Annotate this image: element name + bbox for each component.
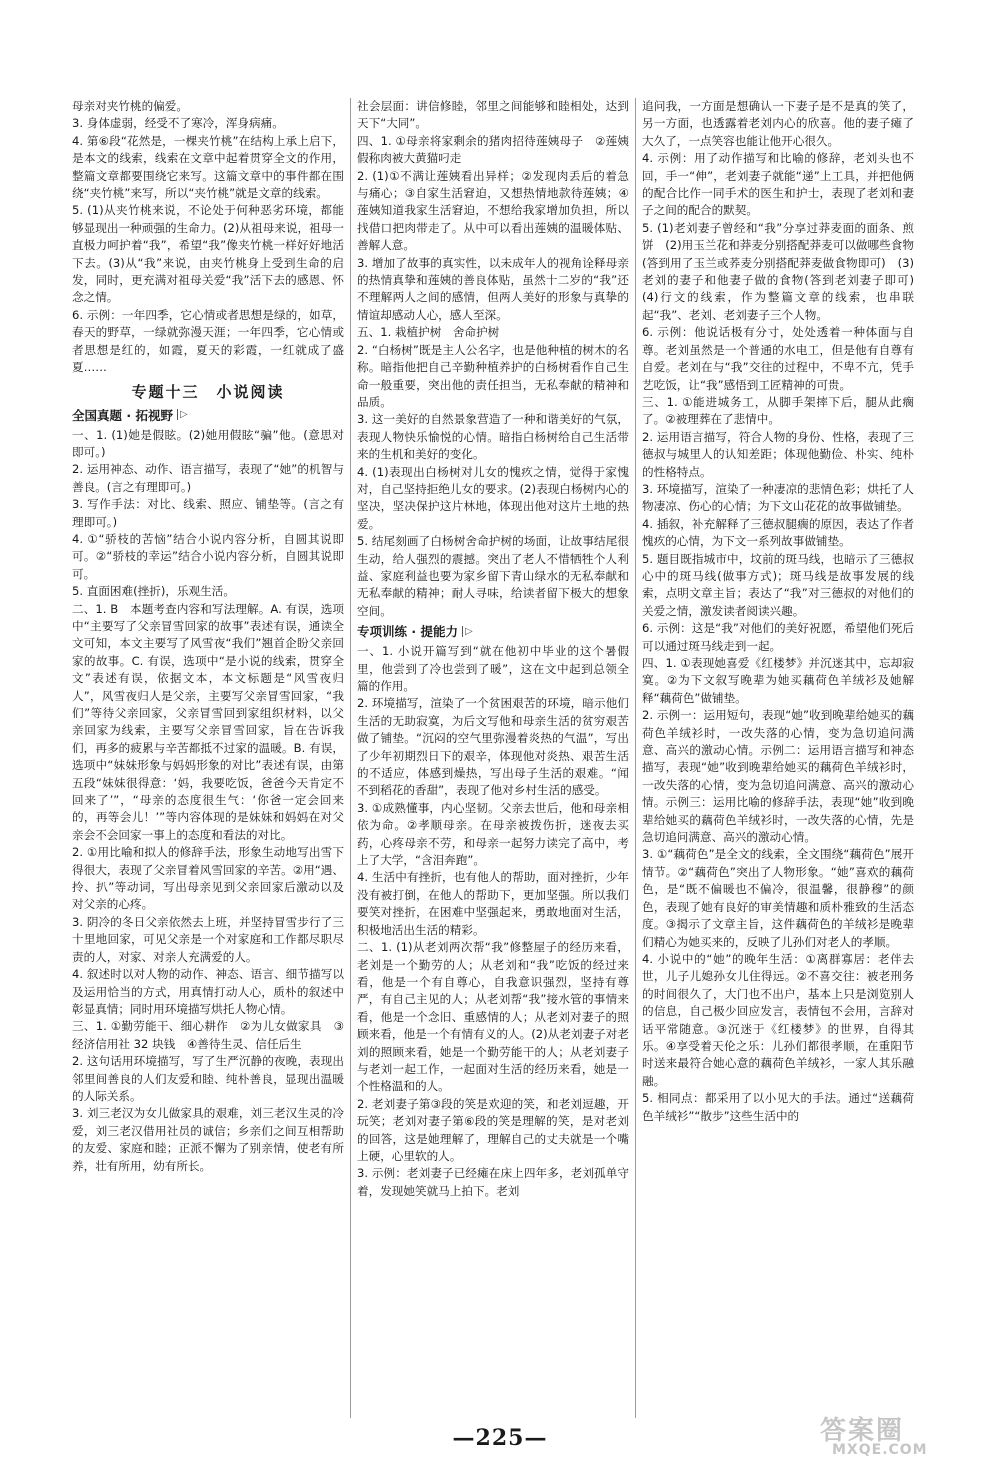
page-number: —225—: [452, 1425, 548, 1451]
topic-title: 专题十三 小说阅读: [131, 382, 285, 401]
column-divider: [635, 98, 636, 1418]
answer-paragraph: 2. 环境描写，渲染了一个贫困艰苦的环境，暗示他们生活的无助寂寞，为后文写他和母亲生活的贫穷艰苦做了铺垫。“沉闷的空气里弥漫着炎热的气温”，写出了少年初期烈日下的艰辛，体现他对炎热、艰苦生活的不适应，体感到燥热，写出母子生活的艰难。“闻不到稻花的香甜”，表现了他对乡村生活的感受。: [357, 696, 629, 798]
section-heading: [72, 406, 344, 424]
answer-paragraph: 5. 题目既指城市中，坟前的斑马线，也暗示了三德叔心中的斑马线(做事方式)；斑马线是故事发展的线索，点明文章主旨；表达了“我”对三德叔的对他们的关爱之情，激发读者阅读兴趣。: [642, 551, 914, 618]
answer-paragraph: 追问我，一方面是想确认一下妻子是不是真的笑了，另一方面，也透露着老刘内心的欣喜。他的妻子瘫了大久了，一点笑容也能让他开心很久。: [642, 99, 914, 148]
answer-paragraph: 5. 结尾刻画了白杨树舍命护树的场面，让故事结尾很生动，给人强烈的震撼。突出了老人不惜牺牲个人利益、家庭利益也要为家乡留下青山绿水的无私奉献和无私奉献的精神；耐人寻味，给读者留下极大的想象空间。: [357, 534, 629, 618]
answer-paragraph: 6. 示例：这是“我”对他们的美好祝愿，希望他们死后可以通过斑马线走到一起。: [642, 621, 914, 653]
answer-paragraph: 一、1. 小说开篇写到“就在他初中毕业的这个暑假里，他尝到了冷也尝到了暖”，这在文中起到总领全篇的作用。: [357, 644, 629, 693]
answer-paragraph: 4. 叙述时以对人物的动作、神态、语言、细节描写以及运用恰当的方式，用真情打动人心，质朴的叙述中彰显真情；同时用环境描写烘托人物心情。: [72, 967, 344, 1016]
answer-paragraph: 2. 这句话用环境描写，写了生严沉静的夜晚，表现出邻里间善良的人们友爱和睦、纯朴善良，显现出温暖的人际关系。: [72, 1054, 344, 1103]
answer-paragraph: 5. 相同点：都采用了以小见大的手法。通过“送藕荷色羊绒衫”“散步”这些生活中的: [642, 1091, 914, 1123]
column-middle: [357, 98, 629, 1418]
answer-paragraph: 6. 示例：一年四季，它心情或者思想是绿的，如草，春天的野草，一绿就弥漫天涯；一年四季，它心情或者思想是红的，如霞，夏天的彩霞，一红就成了盛夏……: [72, 307, 344, 375]
answer-paragraph: 3. 这一美好的自然景象营造了一种和谐美好的气氛，表现人物快乐愉悦的心情。暗指白杨树给自己生活带来的生机和美好的变化。: [357, 412, 629, 462]
answer-paragraph: 五、1. 栽植护树 舍命护树: [357, 325, 500, 340]
answer-paragraph: 二、1. (1)从老刘两次帮“我”修整屋子的经历来看，老刘是一个勤劳的人；从老刘和“我”吃饭的经过来看，他是一个有自尊心，自我意识强烈，坚持有尊严，有自己主见的人；从老刘帮“我”接水管的事情来看，他是一个念旧、重感情的人；从老刘对妻子的照顾来看，他是一个有情有义的人。(2)从老刘妻子对老刘的照顾来看，她是一个勤劳能干的人；从老刘妻子与老刘一起工作，一起面对生活的经历来看，她是一个性格温和的人。: [357, 940, 629, 1094]
answer-paragraph: 4. 小说中的“她”的晚年生活：①离群寡居：老伴去世，儿子儿媳孙女儿住得远。②不喜交往：被老刑务的时间很久了，大门也不出户，基本上只是浏览别人的信息，自己极少回应发言，表情包不会用，言辞对话平常随意。③沉迷于《红楼梦》的世界，自得其乐。④享受着天伦之乐：儿孙们都很孝顺，在重阳节时送来最符合她心意的藕荷色羊绒衫，一家人其乐融融。: [642, 951, 914, 1088]
section-heading-label: 专项训练 · 提能力: [357, 624, 458, 640]
answer-paragraph: 四、1. ①表现她喜爱《红楼梦》并沉迷其中，忘却寂寞。②为下文叙写晚辈为她买藕荷色羊绒衫及她解释“藕荷色”做铺垫。: [642, 656, 914, 705]
answer-paragraph: 6. 示例：他说话极有分寸，处处透着一种体面与自尊。老刘虽然是一个普通的水电工，但是他有自尊有自爱。老刘在与“我”交往的过程中，不卑不亢，凭手艺吃饭，让“我”感悟到工匠精神的可贵。: [642, 325, 914, 392]
section-heading-label: 全国真题 · 拓视野: [72, 407, 173, 423]
answer-paragraph: 4. (1)表现出白杨树对儿女的愧疚之情，觉得于家愧对，自己坚持拒绝儿女的要求。(2)表现白杨树内心的坚决，坚决保护这片林地，体现出他对这片土地的热爱。: [357, 464, 629, 531]
column-divider: [350, 98, 351, 1418]
answer-paragraph: 三、1. ①勤劳能干、细心耕作 ②为儿女做家具 ③经济信用社 32 块钱 ④善待生灵、信任后生: [72, 1019, 344, 1051]
answer-paragraph: 2. 运用语言描写，符合人物的身份、性格，表现了三德叔与城里人的认知差距；体现他勤俭、朴实、纯朴的性格特点。: [642, 429, 914, 479]
section-arrow-icon: ▷: [462, 626, 473, 637]
answer-paragraph: 三、1. ①能进城务工，从脚手架摔下后，腿从此瘸了。②被理葬在了悲情中。: [642, 394, 914, 427]
answer-paragraph: 2. 示例一：运用短句，表现“她”收到晚辈给她买的藕荷色羊绒衫时，一改失落的心情，变为急切追问满意、高兴的激动心情。示例二：运用语言描写和神态描写，表现“她”收到晚辈给她买的藕荷色羊绒衫时，一改失落的心情，变为急切追问满意、高兴的激动心情。示例三：运用比喻的修辞手法，表现“她”收到晚辈给她买的藕荷色羊绒衫时，一改失落的心情，先是急切追问满意、高兴的激动心情。: [642, 708, 914, 845]
section-arrow-icon: ▷: [177, 409, 188, 420]
answer-paragraph: 5. (1)从夹竹桃来说，不论处于何种恶劣环境，都能够显现出一种顽强的生命力。(2)从祖母来说，祖母一直极力呵护着“我”，希望“我”像夹竹桃一样好好地活下去。(3)从“我”来说，由夹竹桃身上受到生命的启发，同时，更充满对祖母关爱“我”活下去的感恩、怀念之情。: [72, 203, 344, 305]
answer-paragraph: 3. 环境描写，渲染了一种凄凉的悲情色彩；烘托了人物凄凉、伤心的心情；为下文山花花的故事做铺垫。: [642, 481, 914, 514]
answer-paragraph: 二、1. B 本题考查内容和写法理解。A. 有误，选项中“主要写了父亲冒雪回家的故事”表述有误，通读全文可知，本文主要写了风雪夜“我们”翘首企盼父亲回家的故事。C. 有误，选项中“是小说的线索，贯穿全文”表述有误，依据文本，本文标题是“风雪夜归人”，风雪夜归人是父亲，主要写父亲冒雪回家，“我们”等待父亲回家，父亲冒雪回到家组织材料，以父亲回家为线索，主要写父亲冒雪回家，旨在告诉我们，再多的疲累与辛苦都抵不过家的温暖。B. 有误，选项中“妹妹形象与妈妈形象的对比”表述有误，由第五段“妹妹很得意：‘妈，我要吃饭，爸爸今天肯定不回来了’”，“母亲的态度很生气：‘你爸一定会回来的，再等会儿！’”等内容体现的是妹妹和妈妈在对父亲会不会回家一事上的态度和看法的对比。: [72, 601, 344, 842]
answer-paragraph: 2. ①用比喻和拟人的修辞手法，形象生动地写出雪下得很大，表现了父亲冒着风雪回家的辛苦。②用“遇、拎、扒”等动词，写出母亲见到父亲回家后激动以及对父亲的心疼。: [72, 845, 344, 912]
answer-paragraph: 2. 运用神态、动作、语言描写，表现了“她”的机智与善良。(言之有理即可。): [72, 462, 344, 494]
answer-paragraph: 母亲对夹竹桃的偏爱。: [72, 99, 188, 113]
answer-paragraph: 4. ①“骄枝的苦恼”结合小说内容分析，自圆其说即可。②“骄枝的幸运”结合小说内容分析，自圆其说即可。: [72, 531, 344, 581]
answer-paragraph: 3. ①“藕荷色”是全文的线索，全文围绕“藕荷色”展开情节。②“藕荷色”突出了人物形象。“她”喜欢的藕荷色，是“既不偏暖也不偏冷，很温馨，很静穆”的颜色，表现了她有良好的审美情趣和质朴雅致的生活态度。③揭示了文章主旨，这件藕荷色的羊绒衫是晚辈们精心为她买来的，反映了儿孙们对老人的孝顺。: [642, 847, 914, 949]
answer-paragraph: 3. 写作手法：对比、线索、照应、铺垫等。(言之有理即可。): [72, 497, 344, 529]
answer-paragraph: 3. 刘三老汉为女儿做家具的艰难，刘三老汉生灵的冷爱，刘三老汉借用社员的诚信；乡亲们之间互相帮助的友爱、家庭和睦；正派不懈为了别亲情，使老有所养，壮有所用，幼有所长。: [72, 1106, 344, 1173]
answer-paragraph: 3. 增加了故事的真实性，以未成年人的视角诠释母亲的热情真挚和莲姨的善良体贴，虽然十二岁的“我”还不理解两人之间的感情，但两人美好的形象与真挚的情谊却感动人心，感人至深。: [357, 255, 629, 322]
answer-paragraph: 2. “白杨树”既是主人公名字，也是他种植的树木的名称。暗指他把自己辛勤种植养护的白杨树看作自己生命一般重要，突出他的责任担当，无私奉献的精神和品质。: [357, 342, 629, 409]
answer-paragraph: 2. 老刘妻子第③段的笑是欢迎的笑，和老刘逗趣，开玩笑；老刘对妻子第⑥段的笑是理解的笑，是对老刘的回答，这是她理解了，理解自己的丈夫就是一个嘴上硬，心里软的人。: [357, 1096, 629, 1163]
watermark-text: 答案圈: [820, 1416, 905, 1446]
answer-paragraph: 社会层面：讲信修睦，邻里之间能够和睦相处，达到天下“大同”。: [357, 99, 629, 131]
watermark: [814, 1408, 964, 1464]
column-right: [642, 98, 926, 1418]
answer-paragraph: 3. 示例：老刘妻子已经瘫在床上四年多，老刘孤单守着，发现她笑就马上拍下。老刘: [357, 1166, 629, 1198]
answer-paragraph: 3. 身体虚弱，经受不了寒冷，浑身病痛。: [72, 116, 284, 131]
answer-paragraph: 5. 直面困难(挫折)，乐观生活。: [72, 584, 235, 599]
answer-paragraph: 一、1. (1)她是假眩。(2)她用假眩“骗”他。(意思对即可。): [72, 427, 344, 459]
answer-paragraph: 4. 第⑥段“花然是，一棵夹竹桃”在结构上承上启下，是本文的线索，线索在文章中起着贯穿全文的作用，整篇文章都要围绕它来写。这篇文章中的事件都在围绕“夹竹桃”来写，所以“夹竹桃”就是文章的线索。: [72, 133, 344, 201]
answer-paragraph: 5. (1)老刘妻子曾经和“我”分享过莽麦面的面条、煎饼 (2)用玉兰花和莽麦分别搭配莽麦可以做哪些食物(答到用了玉兰或荞麦分别搭配莽麦做食物即可) (3)老刘的妻子和他妻子做的食物(答到老刘妻子即可) (4)行文的线索，作为整篇文章的线索，也串联起“我”、老刘、老刘妻子三个人物。: [642, 220, 926, 322]
answer-paragraph: 3. ①成熟懂事，内心坚韧。父亲去世后，他和母亲相依为命。②孝顺母亲。在母亲被拨伤折，迷夜去买药，心疼母亲不劳，和母亲一起努力读完了高中，考上了大学，“含泪奔跑”。: [357, 800, 629, 868]
page: [72, 98, 928, 1418]
section-heading: [357, 622, 629, 640]
watermark-url: MXQE.COM: [832, 1442, 928, 1458]
answer-paragraph: 4. 插叙，补充解释了三德叔腿瘸的原因，表达了作者愧疚的心情，为下文一系列故事做铺垫。: [642, 516, 914, 549]
answer-paragraph: 3. 阴冷的冬日父亲依然去上班，并坚持冒雪步行了三十里地回家，可见父亲是一个对家庭和工作都尽职尽责的人，对家、对亲人充满爱的人。: [72, 914, 344, 964]
answer-paragraph: 4. 生活中有挫折，也有他人的帮助，面对挫折，少年没有被打倒，在他人的帮助下，更加坚强。所以我们要笑对挫折，在困难中坚强起来，勇敢地面对生活，积极地活出生活的精彩。: [357, 870, 629, 937]
answer-paragraph: 4. 示例：用了动作描写和比喻的修辞，老刘头也不回，手一“伸”，老刘妻子就能“递”上工具，并把他俩的配合比作一同手术的医生和护士，表现了老刘和妻子之间的配合的默契。: [642, 151, 914, 218]
column-left: [72, 98, 344, 1418]
answer-paragraph: 四、1. ①母亲将家剩余的猪肉招待莲姨母子 ②莲姨假称肉被大黄猫叼走: [357, 133, 629, 166]
answer-paragraph: 2. (1)①不满让莲姨看出异样；②发现肉丢后的着急与痛心；③自家生活窘迫，又想热情地款待莲姨；④莲姨知道我家生活窘迫，不想给我家增加负担，所以找借口把肉带走了。从中可以看出莲姨的温暖体贴、善解人意。: [357, 168, 629, 253]
